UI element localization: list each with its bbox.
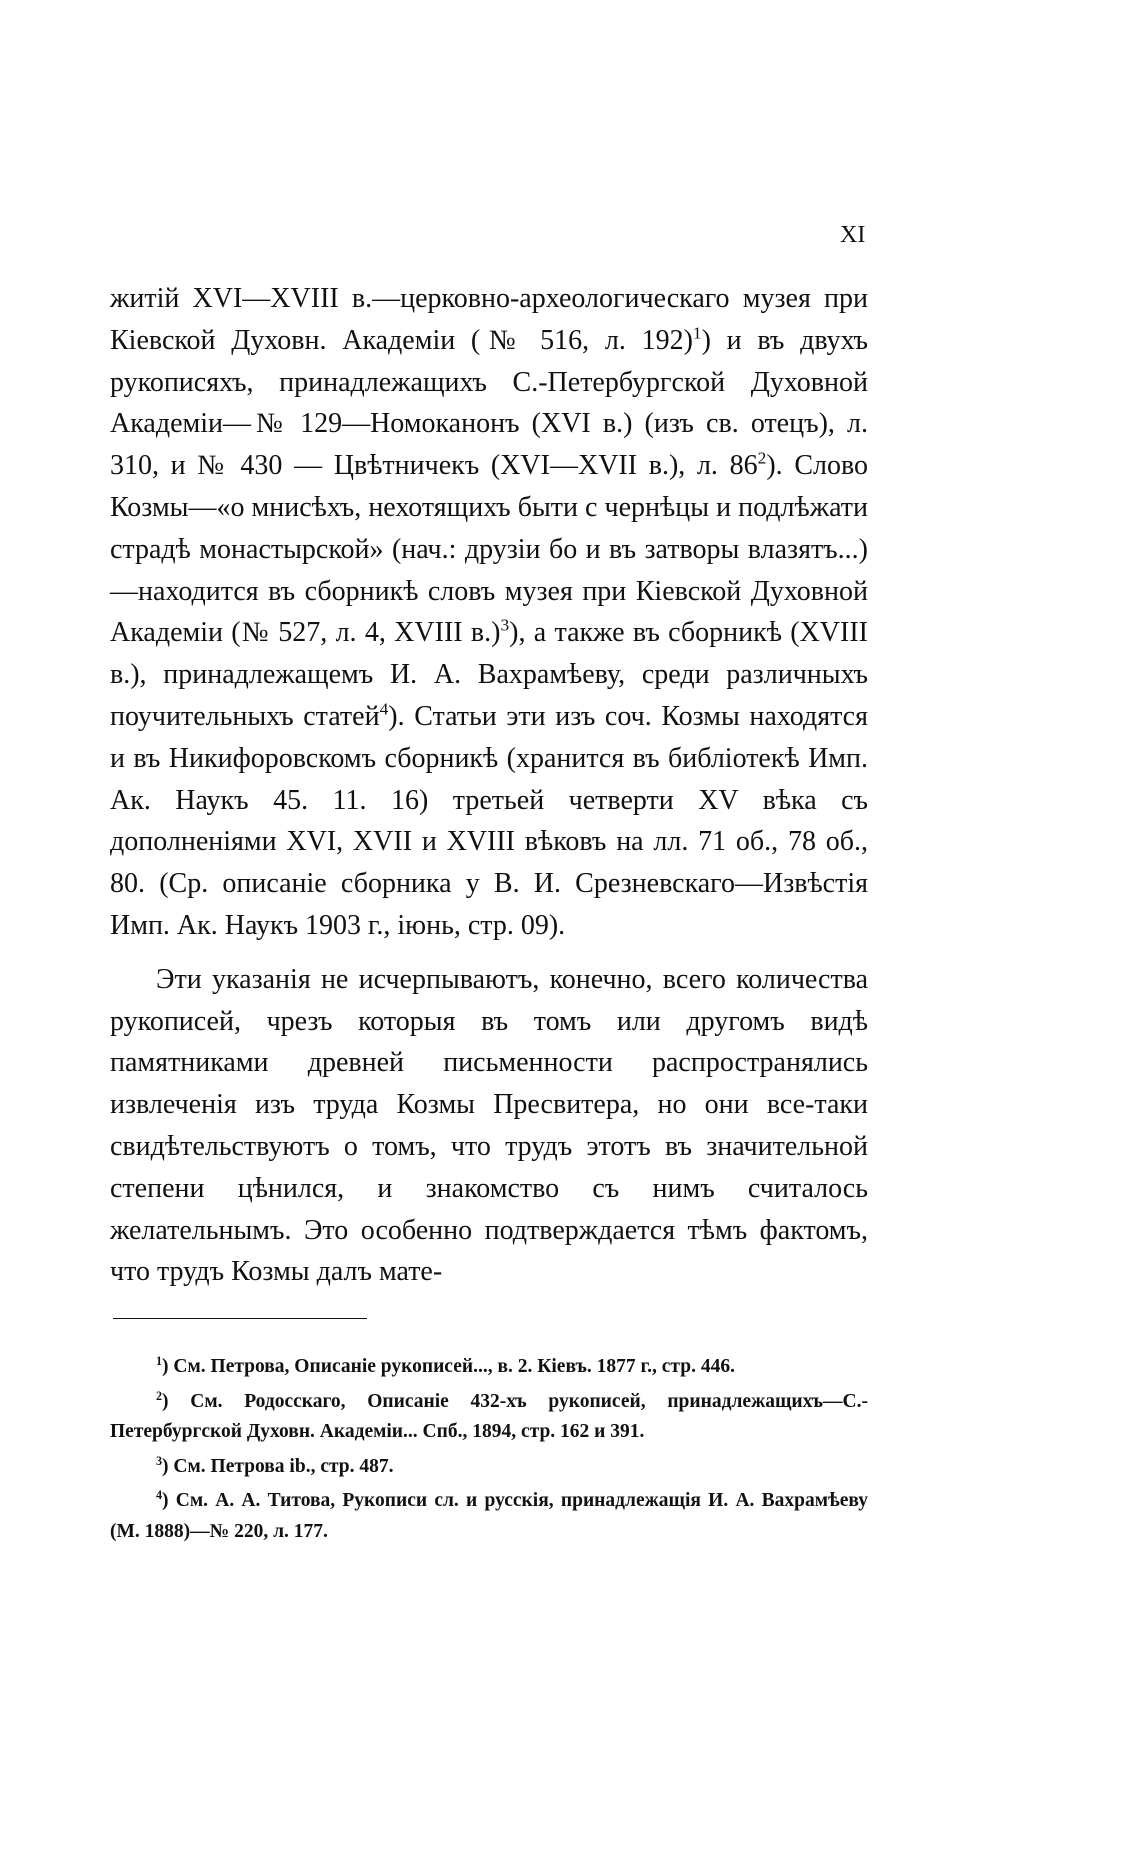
paragraph-text: житій XVI—XVIII в.—церковно-археологическаго музея при Кіевской Духовн. Академіи (№ 516, л. 192) — [110, 283, 868, 356]
footnote-text: ) См. Родосскаго, Описаніе 432-хъ рукописей, принадлежащихъ—С.-Петербургской Духовн. Академіи... Спб., 1894, стр. 162 и 391. — [110, 1390, 868, 1442]
footnote-ref: 2 — [757, 448, 767, 468]
footnote-text: ) См. Петрова, Описаніе рукописей..., в. 2. Кіевъ. 1877 г., стр. 446. — [162, 1356, 735, 1377]
paragraph-text: ). Слово Козмы—«о мнисѣхъ, нехотящихъ быти с чернѣцы и подлѣжати страдѣ монастырской» (нач.: друзіи бо и въ затворы влазятъ...)—находится въ сборникѣ словъ музея при Кіевской Духовной Академіи (№ 527, л. 4, XVIII в.) — [110, 450, 868, 649]
footnotes — [110, 1352, 868, 1551]
footnote-mark: 1 — [156, 1353, 163, 1368]
footnote-text: ) См. А. А. Титова, Рукописи сл. и русскія, принадлежащія И. А. Вахрамѣеву (М. 1888)—№ 220, л. 177. — [110, 1490, 868, 1542]
footnote-mark: 4 — [156, 1487, 163, 1502]
footnote-ref: 3 — [500, 615, 510, 635]
main-text — [110, 278, 868, 1293]
paragraph-text: ), а также въ сборникѣ (XVIII в.), принадлежащемъ И. А. Вахрамѣеву, среди различныхъ поучительныхъ статей — [110, 617, 868, 732]
paragraph-continued — [110, 278, 868, 947]
paragraph: Эти указанія не исчерпываютъ, конечно, всего количества рукописей, чрезъ которыя въ томъ или другомъ видѣ памятниками древней письменности распространялись извлеченія изъ труда Козмы Пресвитера, но они все-таки свидѣтельствуютъ о томъ, что трудъ этотъ въ значительной степени цѣнился, и знакомство съ нимъ считалось желательнымъ. Это особенно подтверждается тѣмъ фактомъ, что трудъ Козмы далъ мате- — [110, 963, 868, 1288]
footnote-ref: 4 — [379, 699, 389, 719]
footnote-mark: 2 — [156, 1388, 163, 1403]
footnote-ref: 1 — [692, 323, 702, 343]
footnote — [110, 1352, 868, 1383]
footnote-text: ) См. Петрова ib., стр. 487. — [162, 1455, 394, 1477]
footnote — [110, 1387, 868, 1448]
footnote-divider — [113, 1318, 367, 1319]
paragraph-text: ). Статьи эти изъ соч. Козмы находятся и въ Никифоровскомъ сборникѣ (хранится въ библіотекѣ Имп. Ак. Наукъ 45. 11. 16) третьей четверти XV вѣка съ дополненіями XVI, XVII и XVIII вѣковъ на лл. 71 об., 78 об., 80. (Ср. описаніе сборника у В. И. Срезневскаго—Извѣстія Имп. Ак. Наукъ 1903 г., іюнь, стр. 09). — [110, 700, 868, 941]
footnote-mark: 3 — [156, 1453, 163, 1468]
footnote — [110, 1452, 868, 1483]
paragraph-text: ) и въ двухъ рукописяхъ, принадлежащихъ С.-Петербургской Духовной Академіи—№ 129—Номоканонъ (XVI в.) (изъ св. отецъ), л. 310, и № 430 — Цвѣтничекъ (XVI—XVII в.), л. 86 — [110, 324, 869, 482]
footnote — [110, 1486, 868, 1547]
page-number: XI — [840, 222, 866, 248]
